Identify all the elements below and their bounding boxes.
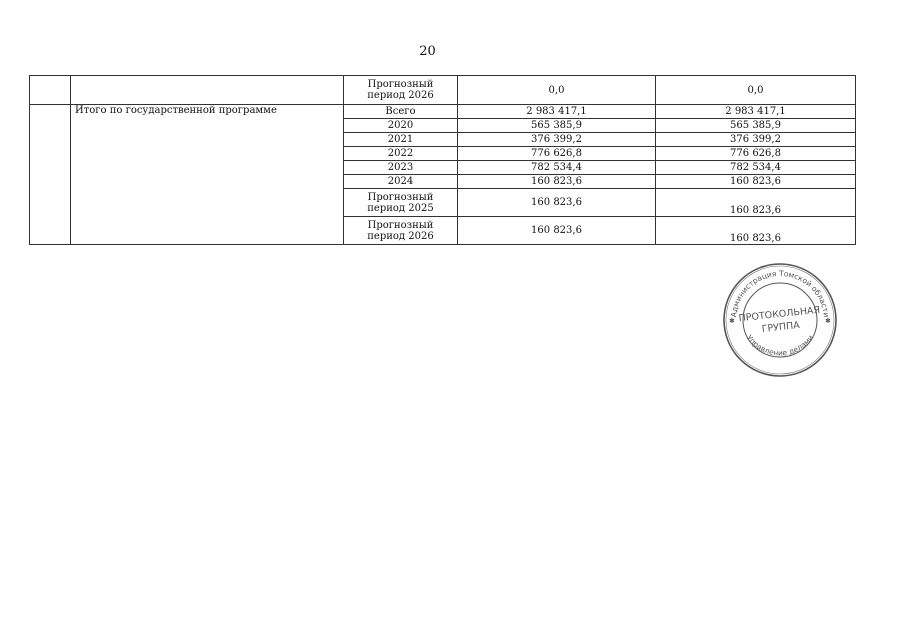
value-cell: 565 385,9 [458, 119, 656, 133]
total-label: Итого по государственной программе [71, 105, 344, 245]
period-cell: Прогнозный период 2026 [344, 217, 458, 245]
value-cell: 782 534,4 [458, 161, 656, 175]
budget-table [29, 75, 856, 245]
table-cell-empty [30, 76, 71, 105]
period-cell: 2023 [344, 161, 458, 175]
table-row [30, 105, 856, 119]
value-cell: 376 399,2 [656, 133, 856, 147]
period-cell: 2021 [344, 133, 458, 147]
star-icon: ✱ [825, 317, 831, 325]
value-cell: 160 823,6 [656, 189, 856, 217]
value-cell: 160 823,6 [458, 175, 656, 189]
stamp-inner-line1: ПРОТОКОЛЬНАЯ [738, 304, 821, 325]
value-cell: 160 823,6 [458, 217, 656, 245]
stamp-outer-text: Администрация Томской области [729, 268, 831, 318]
period-cell: Всего [344, 105, 458, 119]
value-cell: 565 385,9 [656, 119, 856, 133]
table-row [30, 76, 856, 105]
value-cell: 376 399,2 [458, 133, 656, 147]
table-cell-empty [71, 76, 344, 105]
official-stamp [722, 262, 838, 378]
page-number: 20 [419, 44, 436, 59]
period-cell: Прогнозный период 2025 [344, 189, 458, 217]
value-cell: 160 823,6 [656, 217, 856, 245]
value-cell: 160 823,6 [656, 175, 856, 189]
period-cell: 2024 [344, 175, 458, 189]
period-cell: 2020 [344, 119, 458, 133]
value-cell: 776 626,8 [458, 147, 656, 161]
stamp-bottom-text: Управление делами [744, 333, 816, 358]
value-cell: 2 983 417,1 [458, 105, 656, 119]
table-cell-empty [30, 105, 71, 245]
period-cell: 2022 [344, 147, 458, 161]
value-cell: 776 626,8 [656, 147, 856, 161]
value-cell: 160 823,6 [458, 189, 656, 217]
period-cell: Прогнозный период 2026 [344, 76, 458, 105]
star-icon: ✱ [729, 317, 735, 325]
value-cell: 0,0 [656, 76, 856, 105]
stamp-inner-line2: ГРУППА [761, 319, 801, 335]
value-cell: 0,0 [458, 76, 656, 105]
value-cell: 782 534,4 [656, 161, 856, 175]
value-cell: 2 983 417,1 [656, 105, 856, 119]
